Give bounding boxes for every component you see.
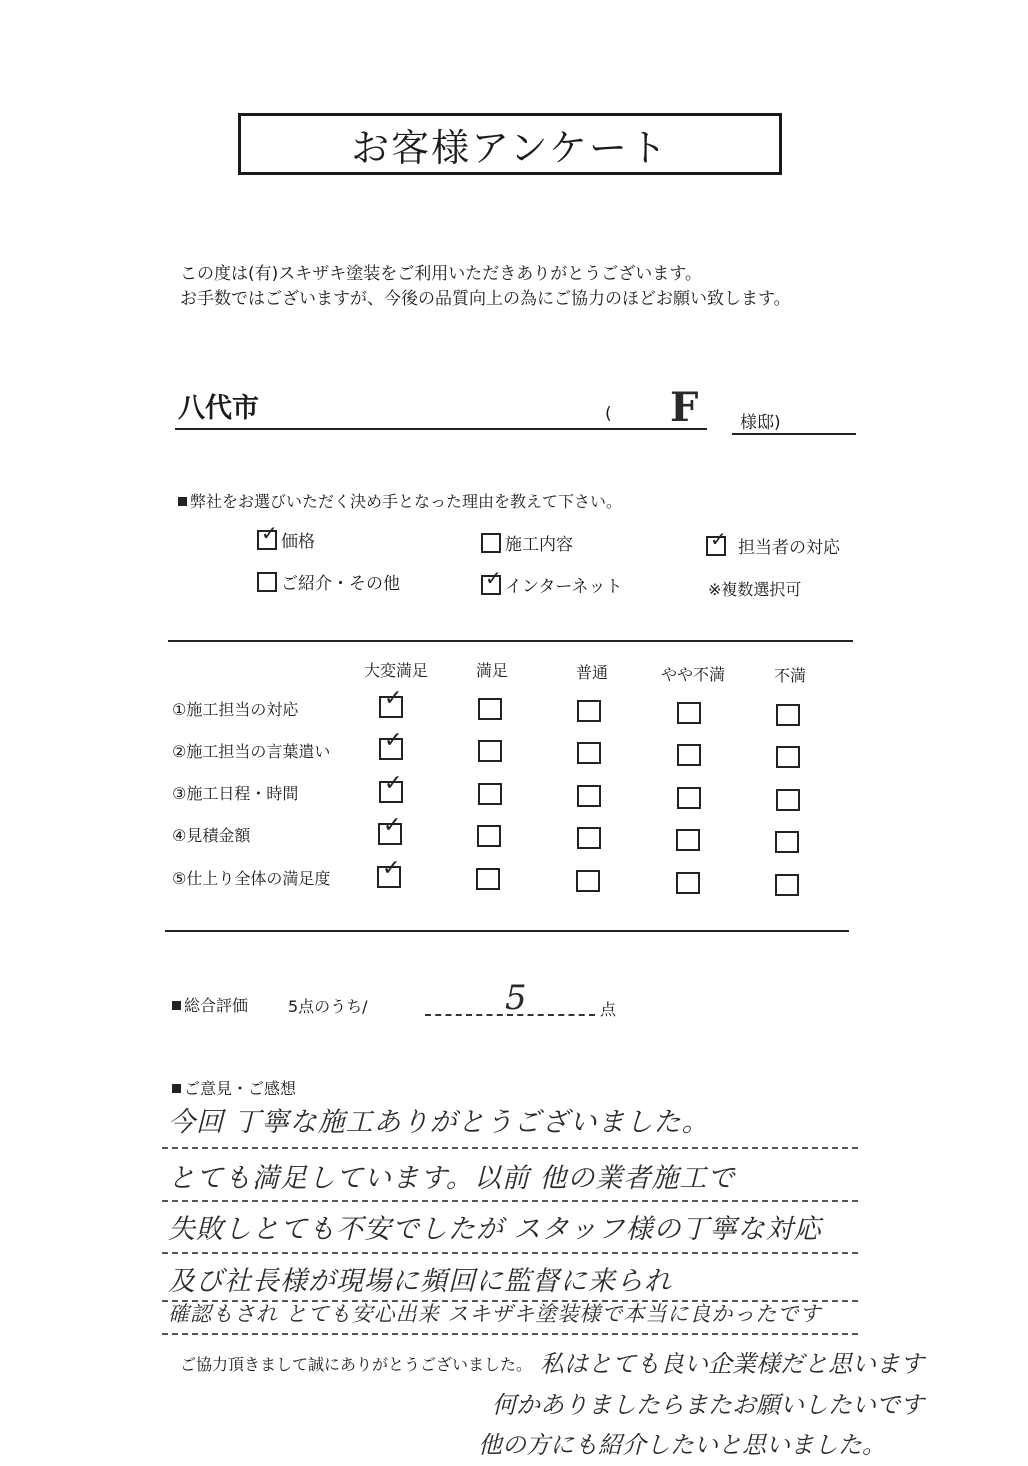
- rating-checkbox[interactable]: [676, 872, 700, 894]
- rating-checkbox[interactable]: [677, 787, 701, 809]
- overall-score-value: 5: [505, 978, 527, 1018]
- reason-option-label: ご紹介・その他: [281, 574, 400, 594]
- reason-option-label: 担当者の対応: [738, 538, 840, 558]
- comment-line-3: 失敗しとても不安でしたが スタッフ様の丁寧な対応: [168, 1214, 822, 1245]
- reason-option-label: 施工内容: [505, 535, 573, 555]
- rating-checkbox[interactable]: [379, 728, 403, 760]
- row-label-staff-language: ②施工担当の言葉遣い: [172, 742, 331, 761]
- rating-checkbox[interactable]: [478, 783, 502, 805]
- row-label-estimate: ④見積金額: [172, 826, 251, 845]
- col-satisfied: 満足: [475, 661, 508, 680]
- comment-line-5: 確認もされ とても安心出来 スキザキ塗装様で本当に良かったです: [168, 1302, 822, 1326]
- checkbox[interactable]: [257, 572, 277, 592]
- comment-line-2: とても満足しています。以前 他の業者施工で: [168, 1163, 736, 1194]
- col-somewhat-dissatisfied: やや不満: [660, 665, 725, 684]
- comment-line-4: 及び社長様が現場に頻回に監督に来られ: [168, 1266, 672, 1297]
- check-mark-icon: ✓: [384, 771, 403, 796]
- overall-heading-text: 総合評価: [184, 996, 249, 1015]
- rating-checkbox[interactable]: [577, 827, 601, 849]
- bullet-square-icon: [178, 497, 187, 506]
- reason-heading-text: 弊社をお選びいただく決め手となった理由を教えて下さい。: [190, 492, 623, 511]
- rating-checkbox[interactable]: [676, 829, 700, 851]
- rating-checkbox[interactable]: [379, 686, 403, 718]
- overall-heading: [172, 993, 248, 1016]
- rating-checkbox[interactable]: [377, 856, 401, 888]
- reason-option-referral[interactable]: [257, 569, 400, 594]
- rating-checkbox[interactable]: [378, 813, 402, 845]
- divider: [165, 930, 849, 932]
- rating-checkbox[interactable]: [776, 704, 800, 726]
- comment-rule: [162, 1200, 858, 1202]
- multi-select-note: ※複数選択可: [708, 580, 802, 599]
- reason-option-staff[interactable]: [706, 526, 840, 558]
- reason-option-label: 価格: [281, 532, 315, 552]
- row-label-overall-finish: ⑤仕上り全体の満足度: [172, 869, 331, 888]
- score-underline: [425, 1014, 595, 1016]
- check-mark-icon: ✓: [383, 813, 402, 838]
- checkbox[interactable]: [706, 526, 727, 556]
- comment-rule: [162, 1147, 858, 1149]
- customer-initial: F: [670, 384, 699, 431]
- rating-checkbox[interactable]: [577, 742, 601, 764]
- intro-line-2: お手数ではございますが、今後の品質向上の為にご協力のほどお願い致します。: [180, 289, 791, 309]
- row-label-staff-response: ①施工担当の対応: [172, 700, 299, 719]
- rating-checkbox[interactable]: [677, 744, 701, 766]
- rating-checkbox[interactable]: [776, 746, 800, 768]
- rating-checkbox[interactable]: [576, 870, 600, 892]
- col-normal: 普通: [575, 663, 608, 682]
- divider: [168, 640, 853, 642]
- bullet-square-icon: [172, 1001, 181, 1010]
- rating-checkbox[interactable]: [677, 702, 701, 724]
- name-paren-open: (: [605, 404, 612, 424]
- comment-rule: [162, 1252, 858, 1254]
- check-mark-icon: ✓: [710, 526, 727, 551]
- checkbox[interactable]: [481, 565, 502, 595]
- honorific-underline: [732, 433, 856, 435]
- rating-checkbox[interactable]: [776, 789, 800, 811]
- customer-honorific: 様邸): [740, 413, 781, 433]
- rating-checkbox[interactable]: [775, 874, 799, 896]
- check-mark-icon: ✓: [382, 856, 401, 881]
- customer-city: 八代市: [178, 393, 259, 424]
- bullet-square-icon: [172, 1084, 181, 1093]
- overall-prefix: 5点のうち/: [288, 997, 368, 1016]
- col-dissatisfied: 不満: [773, 666, 806, 685]
- checkbox[interactable]: [481, 533, 501, 553]
- closing-message: ご協力頂きまして誠にありがとうございました。: [180, 1355, 533, 1374]
- city-underline: [175, 428, 707, 430]
- check-mark-icon: ✓: [384, 728, 403, 753]
- row-label-schedule: ③施工日程・時間: [172, 784, 299, 803]
- rating-checkbox[interactable]: [477, 825, 501, 847]
- col-very-satisfied: 大変満足: [363, 661, 428, 680]
- overall-suffix: 点: [600, 1000, 617, 1019]
- reason-option-internet[interactable]: [481, 565, 623, 597]
- rating-checkbox[interactable]: [775, 831, 799, 853]
- reason-option-label: インターネット: [505, 577, 623, 597]
- check-mark-icon: ✓: [384, 686, 403, 711]
- rating-checkbox[interactable]: [577, 700, 601, 722]
- reason-option-price[interactable]: [257, 520, 315, 552]
- comments-heading: [172, 1076, 296, 1099]
- rating-checkbox[interactable]: [476, 868, 500, 890]
- comment-extra-line-2: 何かありましたらまたお願いしたいです: [492, 1391, 924, 1419]
- rating-checkbox[interactable]: [478, 698, 502, 720]
- survey-title: お客様アンケート: [238, 113, 782, 175]
- comment-rule: [162, 1333, 858, 1335]
- comment-extra-line-3: 他の方にも紹介したいと思いました。: [478, 1431, 886, 1459]
- check-mark-icon: ✓: [261, 520, 278, 545]
- check-mark-icon: ✓: [485, 565, 502, 590]
- rating-checkbox[interactable]: [478, 740, 502, 762]
- checkbox[interactable]: [257, 520, 278, 550]
- rating-checkbox[interactable]: [577, 785, 601, 807]
- intro-line-1: この度は(有)スキザキ塗装をご利用いただきありがとうございます。: [180, 264, 702, 284]
- reason-option-work-content[interactable]: [481, 530, 573, 555]
- comments-heading-text: ご意見・ご感想: [184, 1079, 297, 1098]
- comment-line-1: 今回 丁寧な施工ありがとうございました。: [168, 1107, 710, 1138]
- reason-heading: [178, 489, 622, 512]
- comment-extra-line-1: 私はとても良い企業様だと思います: [540, 1350, 924, 1378]
- rating-checkbox[interactable]: [379, 771, 403, 803]
